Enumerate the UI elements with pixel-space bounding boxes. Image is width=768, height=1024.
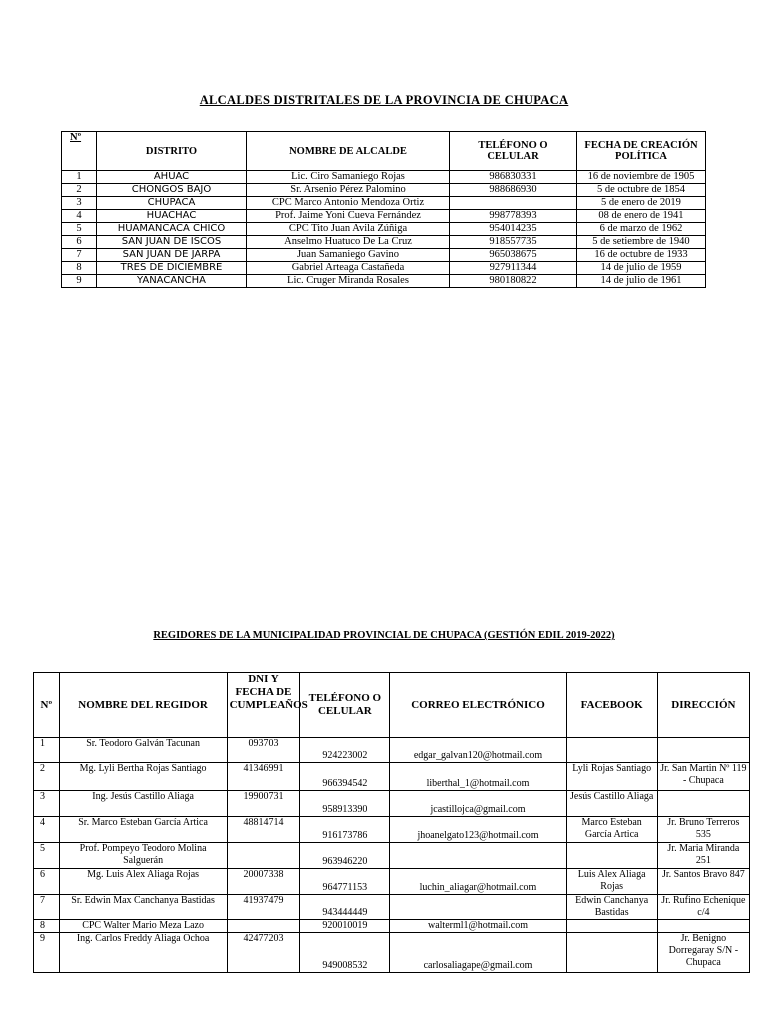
cell-num: 3 (62, 197, 97, 210)
cell-num: 1 (62, 171, 97, 184)
regidor-row (34, 869, 750, 895)
cell-telefono: 954014235 (450, 223, 577, 236)
cell-telefono (450, 197, 577, 210)
cell-fecha: 5 de octubre de 1854 (577, 184, 706, 197)
cell-alcalde: Sr. Arsenio Pérez Palomino (247, 184, 450, 197)
cell-fecha: 14 de julio de 1959 (577, 262, 706, 275)
cell-direccion: Jr. Santos Bravo 847 (657, 869, 749, 895)
regidor-row (34, 843, 750, 869)
header-telefono: TELÉFONO O CELULAR (300, 673, 390, 738)
alcalde-row (62, 262, 706, 275)
header-nombre-regidor: NOMBRE DEL REGIDOR (59, 673, 227, 738)
alcalde-row (62, 197, 706, 210)
alcalde-row (62, 236, 706, 249)
alcalde-row (62, 223, 706, 236)
cell-num: 7 (62, 249, 97, 262)
cell-nombre: Sr. Teodoro Galván Tacunan (59, 738, 227, 763)
regidor-row (34, 920, 750, 933)
cell-distrito: YANACANCHA (97, 275, 247, 288)
cell-telefono: 964771153 (300, 869, 390, 895)
cell-telefono: 980180822 (450, 275, 577, 288)
regidores-title: REGIDORES DE LA MUNICIPALIDAD PROVINCIAL DE CHUPACA (GESTIÓN EDIL 2019-2022) (153, 630, 615, 641)
header-direccion: DIRECCIÓN (657, 673, 749, 738)
regidor-row (34, 817, 750, 843)
cell-num: 1 (34, 738, 60, 763)
header-facebook: FACEBOOK (566, 673, 657, 738)
cell-correo: jhoanelgato123@hotmail.com (390, 817, 566, 843)
cell-distrito: SAN JUAN DE JARPA (97, 249, 247, 262)
cell-telefono: 988686930 (450, 184, 577, 197)
cell-alcalde: Lic. Ciro Samaniego Rojas (247, 171, 450, 184)
cell-nombre: Ing. Jesús Castillo Aliaga (59, 791, 227, 817)
cell-nombre: Sr. Edwin Max Canchanya Bastidas (59, 895, 227, 920)
alcalde-row (62, 184, 706, 197)
cell-telefono: 958913390 (300, 791, 390, 817)
cell-num: 9 (62, 275, 97, 288)
cell-dni: 41346991 (227, 763, 300, 791)
cell-distrito: TRES DE DICIEMBRE (97, 262, 247, 275)
regidores-header-row (34, 673, 750, 738)
cell-num: 3 (34, 791, 60, 817)
cell-telefono: 986830331 (450, 171, 577, 184)
cell-dni: 19900731 (227, 791, 300, 817)
cell-nombre: Prof. Pompeyo Teodoro Molina Salguerán (59, 843, 227, 869)
cell-num: 7 (34, 895, 60, 920)
regidores-table (33, 672, 750, 973)
cell-alcalde: Lic. Cruger Miranda Rosales (247, 275, 450, 288)
cell-alcalde: Gabriel Arteaga Castañeda (247, 262, 450, 275)
header-num: Nº (34, 673, 60, 738)
header-dni: DNI Y FECHA DE CUMPLEAÑOS (227, 673, 300, 738)
cell-alcalde: CPC Tito Juan Avila Zúñiga (247, 223, 450, 236)
cell-num: 5 (62, 223, 97, 236)
cell-dni (227, 920, 300, 933)
regidor-row (34, 763, 750, 791)
cell-fecha: 5 de setiembre de 1940 (577, 236, 706, 249)
cell-correo: luchin_aliagar@hotmail.com (390, 869, 566, 895)
cell-fecha: 16 de noviembre de 1905 (577, 171, 706, 184)
cell-fecha: 14 de julio de 1961 (577, 275, 706, 288)
header-num: Nº (62, 132, 97, 171)
cell-distrito: CHONGOS BAJO (97, 184, 247, 197)
cell-facebook: Marco Esteban García Artica (566, 817, 657, 843)
cell-telefono: 918557735 (450, 236, 577, 249)
cell-correo: liberthal_1@hotmail.com (390, 763, 566, 791)
cell-num: 8 (34, 920, 60, 933)
cell-num: 6 (34, 869, 60, 895)
cell-telefono: 966394542 (300, 763, 390, 791)
cell-num: 4 (34, 817, 60, 843)
cell-facebook (566, 843, 657, 869)
cell-distrito: SAN JUAN DE ISCOS (97, 236, 247, 249)
cell-num: 8 (62, 262, 97, 275)
cell-telefono: 927911344 (450, 262, 577, 275)
cell-direccion: Jr. Rufino Echenique c/4 (657, 895, 749, 920)
alcaldes-table (61, 131, 706, 288)
cell-direccion: Jr. Benigno Dorregaray S/N - Chupaca (657, 933, 749, 973)
cell-facebook: Lyli Rojas Santiago (566, 763, 657, 791)
header-correo: CORREO ELECTRÓNICO (390, 673, 566, 738)
cell-direccion: Jr. Maria Miranda 251 (657, 843, 749, 869)
cell-correo: walterml1@hotmail.com (390, 920, 566, 933)
cell-facebook: Jesús Castillo Aliaga (566, 791, 657, 817)
cell-num: 9 (34, 933, 60, 973)
cell-fecha: 08 de enero de 1941 (577, 210, 706, 223)
cell-correo: jcastillojca@gmail.com (390, 791, 566, 817)
cell-telefono: 943444449 (300, 895, 390, 920)
cell-dni: 48814714 (227, 817, 300, 843)
alcaldes-header-row (62, 132, 706, 171)
header-nombre-alcalde: NOMBRE DE ALCALDE (247, 132, 450, 171)
cell-distrito: HUACHAC (97, 210, 247, 223)
header-fecha-creacion: FECHA DE CREACIÓN POLÍTICA (577, 132, 706, 171)
cell-telefono: 916173786 (300, 817, 390, 843)
cell-fecha: 5 de enero de 2019 (577, 197, 706, 210)
cell-dni: 20007338 (227, 869, 300, 895)
cell-facebook: Edwin Canchanya Bastidas (566, 895, 657, 920)
cell-nombre: CPC Walter Mario Meza Lazo (59, 920, 227, 933)
alcaldes-title: ALCALDES DISTRITALES DE LA PROVINCIA DE CHUPACA (199, 93, 569, 107)
cell-direccion: Jr. Bruno Terreros 535 (657, 817, 749, 843)
cell-fecha: 6 de marzo de 1962 (577, 223, 706, 236)
cell-num: 2 (62, 184, 97, 197)
cell-facebook: Luis Alex Aliaga Rojas (566, 869, 657, 895)
alcalde-row (62, 210, 706, 223)
cell-telefono: 949008532 (300, 933, 390, 973)
cell-telefono: 920010019 (300, 920, 390, 933)
cell-telefono: 924223002 (300, 738, 390, 763)
cell-correo: edgar_galvan120@hotmail.com (390, 738, 566, 763)
cell-direccion (657, 738, 749, 763)
cell-dni: 42477203 (227, 933, 300, 973)
regidor-row (34, 933, 750, 973)
cell-correo: carlosaliagape@gmail.com (390, 933, 566, 973)
cell-correo (390, 895, 566, 920)
regidor-row (34, 791, 750, 817)
cell-dni: 093703 (227, 738, 300, 763)
cell-direccion (657, 791, 749, 817)
cell-facebook (566, 933, 657, 973)
cell-direccion: Jr. San Martin Nº 119 - Chupaca (657, 763, 749, 791)
alcalde-row (62, 249, 706, 262)
cell-dni (227, 843, 300, 869)
cell-correo (390, 843, 566, 869)
cell-dni: 41937479 (227, 895, 300, 920)
cell-distrito: CHUPACA (97, 197, 247, 210)
cell-distrito: HUAMANCACA CHICO (97, 223, 247, 236)
cell-facebook (566, 738, 657, 763)
cell-nombre: Ing. Carlos Freddy Aliaga Ochoa (59, 933, 227, 973)
cell-telefono: 998778393 (450, 210, 577, 223)
cell-telefono: 965038675 (450, 249, 577, 262)
header-telefono: TELÉFONO O CELULAR (450, 132, 577, 171)
cell-facebook (566, 920, 657, 933)
header-distrito: DISTRITO (97, 132, 247, 171)
cell-num: 5 (34, 843, 60, 869)
cell-nombre: Mg. Luis Alex Aliaga Rojas (59, 869, 227, 895)
cell-fecha: 16 de octubre de 1933 (577, 249, 706, 262)
cell-num: 6 (62, 236, 97, 249)
cell-alcalde: Juan Samaniego Gavino (247, 249, 450, 262)
cell-alcalde: CPC Marco Antonio Mendoza Ortiz (247, 197, 450, 210)
cell-nombre: Sr. Marco Esteban García Artica (59, 817, 227, 843)
cell-alcalde: Prof. Jaime Yoni Cueva Fernández (247, 210, 450, 223)
cell-nombre: Mg. Lyli Bertha Rojas Santiago (59, 763, 227, 791)
alcalde-row (62, 275, 706, 288)
cell-alcalde: Anselmo Huatuco De La Cruz (247, 236, 450, 249)
cell-direccion (657, 920, 749, 933)
cell-num: 4 (62, 210, 97, 223)
regidor-row (34, 738, 750, 763)
cell-telefono: 963946220 (300, 843, 390, 869)
alcalde-row (62, 171, 706, 184)
cell-num: 2 (34, 763, 60, 791)
regidor-row (34, 895, 750, 920)
cell-distrito: AHUAC (97, 171, 247, 184)
